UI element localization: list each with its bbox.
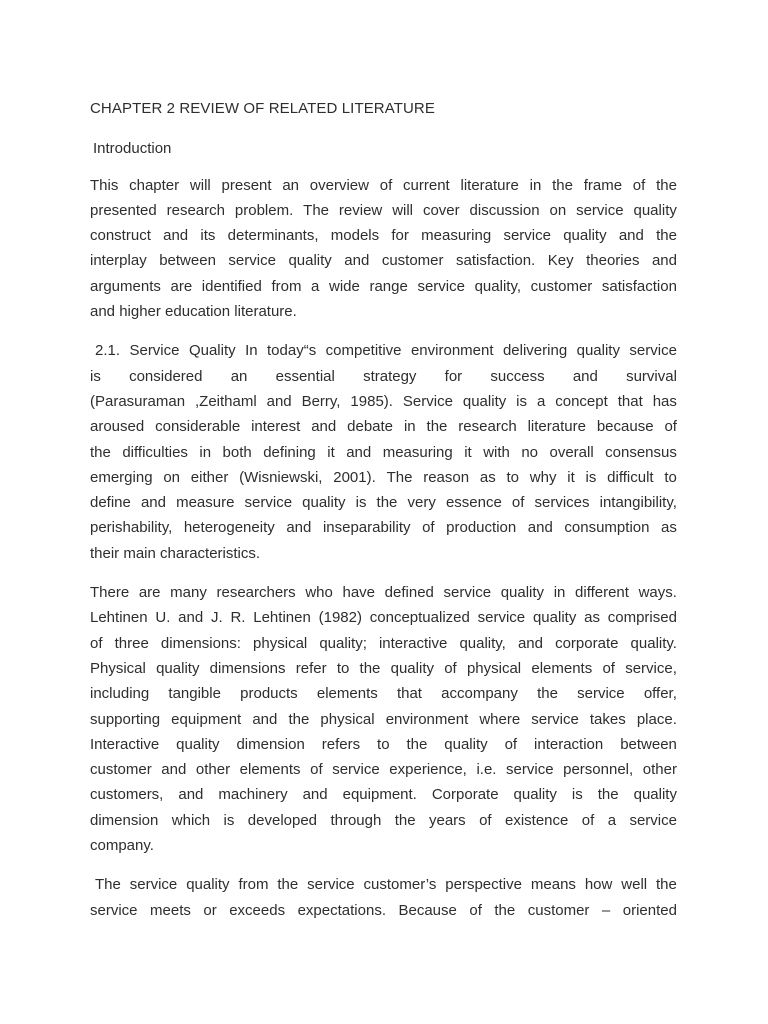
- text-line: the difficulties in both defining it and measuring it with no overall consensus: [90, 443, 677, 461]
- text-line: perishability, heterogeneity and inseparability of production and consumption as: [90, 519, 677, 537]
- text-line: supporting equipment and the physical environment where service takes place.: [90, 710, 677, 728]
- text-line: service meets or exceeds expectations. Because of the customer – oriented: [90, 901, 677, 919]
- text-line: There are many researchers who have defined service quality in different ways.: [90, 584, 677, 602]
- text-line: interplay between service quality and customer satisfaction. Key theories and: [90, 252, 677, 270]
- text-line: Physical quality dimensions refer to the quality of physical elements of service,: [90, 659, 677, 677]
- paragraph: [90, 173, 677, 325]
- text-line: company.: [90, 837, 154, 855]
- text-line: is considered an essential strategy for success and survival: [90, 367, 677, 385]
- section-heading-introduction: Introduction: [93, 140, 172, 158]
- text-line: Lehtinen U. and J. R. Lehtinen (1982) conceptualized service quality as comprised: [90, 609, 677, 627]
- text-line: (Parasuraman ,Zeithaml and Berry, 1985). Service quality is a concept that has: [90, 392, 677, 410]
- text-line: customer and other elements of service experience, i.e. service personnel, other: [90, 761, 677, 779]
- text-line: their main characteristics.: [90, 544, 261, 562]
- text-line: aroused considerable interest and debate in the research literature because of: [90, 418, 677, 436]
- page-content: [90, 96, 677, 937]
- text-line: dimension which is developed through the years of existence of a service: [90, 811, 677, 829]
- text-line: construct and its determinants, models for measuring service quality and the: [90, 227, 677, 245]
- text-line: emerging on either (Wisniewski, 2001). The reason as to why it is difficult to: [90, 468, 677, 486]
- text-line: define and measure service quality is the very essence of services intangibility,: [90, 494, 677, 512]
- text-line: arguments are identified from a wide range service quality, customer satisfaction: [90, 277, 677, 295]
- paragraphs-container: [90, 173, 677, 923]
- text-line: including tangible products elements that accompany the service offer,: [90, 685, 677, 703]
- paragraph: [90, 580, 677, 858]
- paragraph: [90, 872, 677, 923]
- paragraph: [90, 338, 677, 566]
- text-line: presented research problem. The review will cover discussion on service quality: [90, 201, 677, 219]
- text-line: Interactive quality dimension refers to the quality of interaction between: [90, 735, 677, 753]
- text-line: The service quality from the service customer’s perspective means how well the: [95, 876, 677, 894]
- text-line: customers, and machinery and equipment. Corporate quality is the quality: [90, 786, 677, 804]
- text-line: 2.1. Service Quality In today“s competitive environment delivering quality service: [95, 342, 677, 360]
- text-line: of three dimensions: physical quality; interactive quality, and corporate quality.: [90, 634, 677, 652]
- text-line: This chapter will present an overview of current literature in the frame of the: [90, 176, 677, 194]
- chapter-heading: CHAPTER 2 REVIEW OF RELATED LITERATURE: [90, 100, 435, 117]
- text-line: and higher education literature.: [90, 303, 297, 321]
